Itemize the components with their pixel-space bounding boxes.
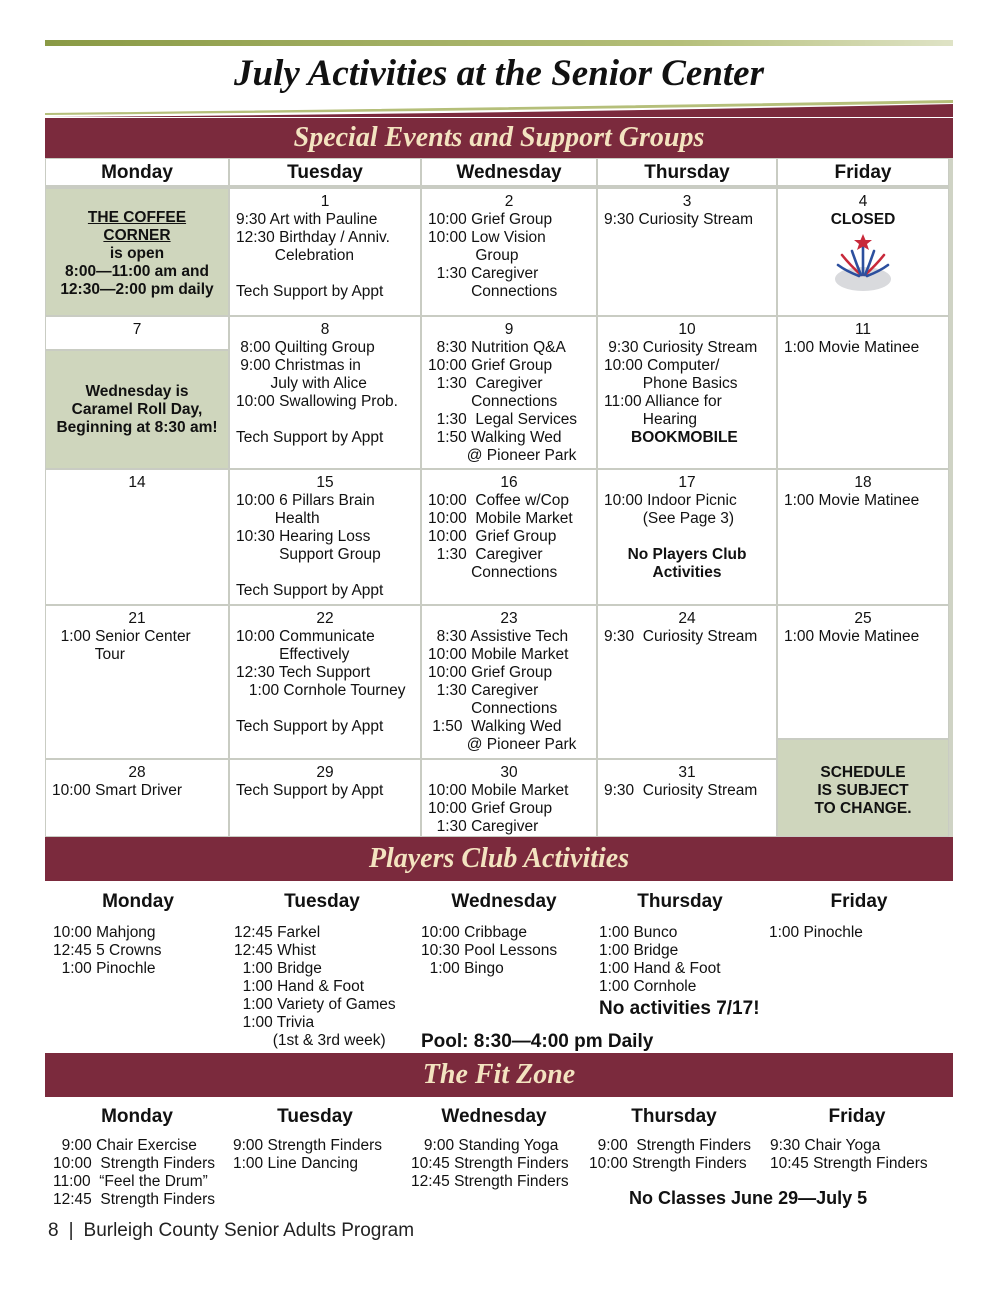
program-name: Burleigh County Senior Adults Program bbox=[83, 1220, 415, 1241]
banner-special-events: Special Events and Support Groups bbox=[45, 118, 953, 158]
day-cell-3: 3 9:30 Curiosity Stream bbox=[597, 188, 777, 316]
fit-tuesday-list: 9:00 Strength Finders 1:00 Line Dancing bbox=[233, 1137, 383, 1172]
title-swoosh bbox=[45, 98, 953, 118]
pool-hours-note: Pool: 8:30—4:00 pm Daily bbox=[421, 1031, 654, 1052]
caramel-roll-note: Wednesday is Caramel Roll Day, Beginning at 8:30 am! bbox=[45, 350, 229, 469]
players-tuesday-list: 12:45 Farkel 12:45 Whist 1:00 Bridge 1:00 Hand & Foot 1:00 Variety of Games 1:00 Trivia (1st & 3rd week) bbox=[234, 924, 396, 1049]
page-number: 8 bbox=[48, 1220, 59, 1241]
no-classes-note: No Classes June 29—July 5 bbox=[629, 1188, 868, 1208]
players-thursday-list: 1:00 Bunco 1:00 Bridge 1:00 Hand & Foot 1:00 Cornhole bbox=[599, 924, 721, 995]
day-cell-9: 9 8:30 Nutrition Q&A 10:00 Grief Group 1:30 Caregiver Connections 1:30 Legal Services 1:50 Walking Wed @ Pioneer Park bbox=[421, 316, 597, 469]
day-cell-25: 25 1:00 Movie Matinee bbox=[777, 605, 949, 739]
players-header-friday: Friday bbox=[830, 891, 888, 912]
day-cell-15: 15 10:00 6 Pillars Brain Health 10:30 Hearing Loss Support Group Tech Support by Appt bbox=[229, 469, 421, 605]
fit-friday-list: 9:30 Chair Yoga 10:45 Strength Finders bbox=[770, 1137, 928, 1172]
fit-header-wednesday: Wednesday bbox=[441, 1106, 547, 1127]
day-cell-16: 16 10:00 Coffee w/Cop 10:00 Mobile Market 10:00 Grief Group 1:30 Caregiver Connections bbox=[421, 469, 597, 605]
fit-wednesday-list: 9:00 Standing Yoga 10:45 Strength Finders 12:45 Strength Finders bbox=[411, 1137, 569, 1190]
page-footer bbox=[48, 1220, 414, 1242]
day-cell-24: 24 9:30 Curiosity Stream bbox=[597, 605, 777, 759]
day-cell-11: 11 1:00 Movie Matinee bbox=[777, 316, 949, 469]
fireworks-icon bbox=[830, 231, 896, 293]
day-cell-18: 18 1:00 Movie Matinee bbox=[777, 469, 949, 605]
events-calendar bbox=[45, 158, 953, 837]
players-header-thursday: Thursday bbox=[637, 891, 723, 912]
players-club-section bbox=[45, 881, 953, 1053]
banner-players-club: Players Club Activities bbox=[45, 837, 953, 881]
players-wednesday-list: 10:00 Cribbage 10:30 Pool Lessons 1:00 Bingo bbox=[421, 924, 558, 977]
day-cell-23: 23 8:30 Assistive Tech 10:00 Mobile Market 10:00 Grief Group 1:30 Caregiver Connections 1:50 Walking Wed @ Pioneer Park bbox=[421, 605, 597, 759]
fit-header-monday: Monday bbox=[101, 1106, 173, 1127]
header-tuesday: Tuesday bbox=[229, 158, 421, 188]
banner-fit-zone: The Fit Zone bbox=[45, 1053, 953, 1097]
day-cell-22: 22 10:00 Communicate Effectively 12:30 Tech Support 1:00 Cornhole Tourney Tech Support by Appt bbox=[229, 605, 421, 759]
day-cell-21: 21 1:00 Senior Center Tour bbox=[45, 605, 229, 759]
day-cell-29: 29 Tech Support by Appt bbox=[229, 759, 421, 837]
fit-monday-list: 9:00 Chair Exercise 10:00 Strength Finders 11:00 “Feel the Drum” 12:45 Strength Finders bbox=[53, 1137, 215, 1208]
day-cell-31: 31 9:30 Curiosity Stream bbox=[597, 759, 777, 837]
day-cell-7: 7 bbox=[45, 316, 229, 350]
page-title: July Activities at the Senior Center bbox=[234, 53, 764, 94]
players-header-wednesday: Wednesday bbox=[451, 891, 557, 912]
day-cell-17: 17 10:00 Indoor Picnic (See Page 3) No Players Club Activities bbox=[597, 469, 777, 605]
players-friday-list: 1:00 Pinochle bbox=[769, 924, 863, 941]
players-monday-list: 10:00 Mahjong 12:45 5 Crowns 1:00 Pinochle bbox=[53, 924, 162, 977]
players-header-tuesday: Tuesday bbox=[284, 891, 360, 912]
fit-header-thursday: Thursday bbox=[631, 1106, 717, 1127]
header-friday: Friday bbox=[777, 158, 949, 188]
day-cell-30: 30 10:00 Mobile Market 10:00 Grief Group 1:30 Caregiver bbox=[421, 759, 597, 837]
players-header-monday: Monday bbox=[102, 891, 174, 912]
fit-zone-section bbox=[45, 1097, 953, 1209]
top-rule bbox=[45, 40, 953, 46]
day-cell-4: 4 CLOSED bbox=[777, 188, 949, 316]
schedule-change-note: SCHEDULE IS SUBJECT TO CHANGE. bbox=[777, 739, 949, 837]
fit-header-tuesday: Tuesday bbox=[277, 1106, 353, 1127]
footer-separator: | bbox=[68, 1220, 74, 1241]
coffee-corner-note: THE COFFEE CORNER is open 8:00—11:00 am and 12:30—2:00 pm daily bbox=[45, 188, 229, 316]
day-cell-10: 10 9:30 Curiosity Stream 10:00 Computer/ Phone Basics 11:00 Alliance for Hearing BOOKMOBILE bbox=[597, 316, 777, 469]
header-wednesday: Wednesday bbox=[421, 158, 597, 188]
header-monday: Monday bbox=[45, 158, 229, 188]
day-cell-8: 8 8:00 Quilting Group 9:00 Christmas in July with Alice 10:00 Swallowing Prob. Tech Support by Appt bbox=[229, 316, 421, 469]
day-cell-14: 14 bbox=[45, 469, 229, 605]
day-cell-28: 28 10:00 Smart Driver bbox=[45, 759, 229, 837]
fit-header-friday: Friday bbox=[828, 1106, 886, 1127]
header-thursday: Thursday bbox=[597, 158, 777, 188]
day-cell-2: 2 10:00 Grief Group 10:00 Low Vision Group 1:30 Caregiver Connections bbox=[421, 188, 597, 316]
day-cell-1: 1 9:30 Art with Pauline 12:30 Birthday / Anniv. Celebration Tech Support by Appt bbox=[229, 188, 421, 316]
fit-thursday-list: 9:00 Strength Finders 10:00 Strength Finders bbox=[589, 1137, 751, 1172]
no-activities-note: No activities 7/17! bbox=[599, 998, 760, 1019]
